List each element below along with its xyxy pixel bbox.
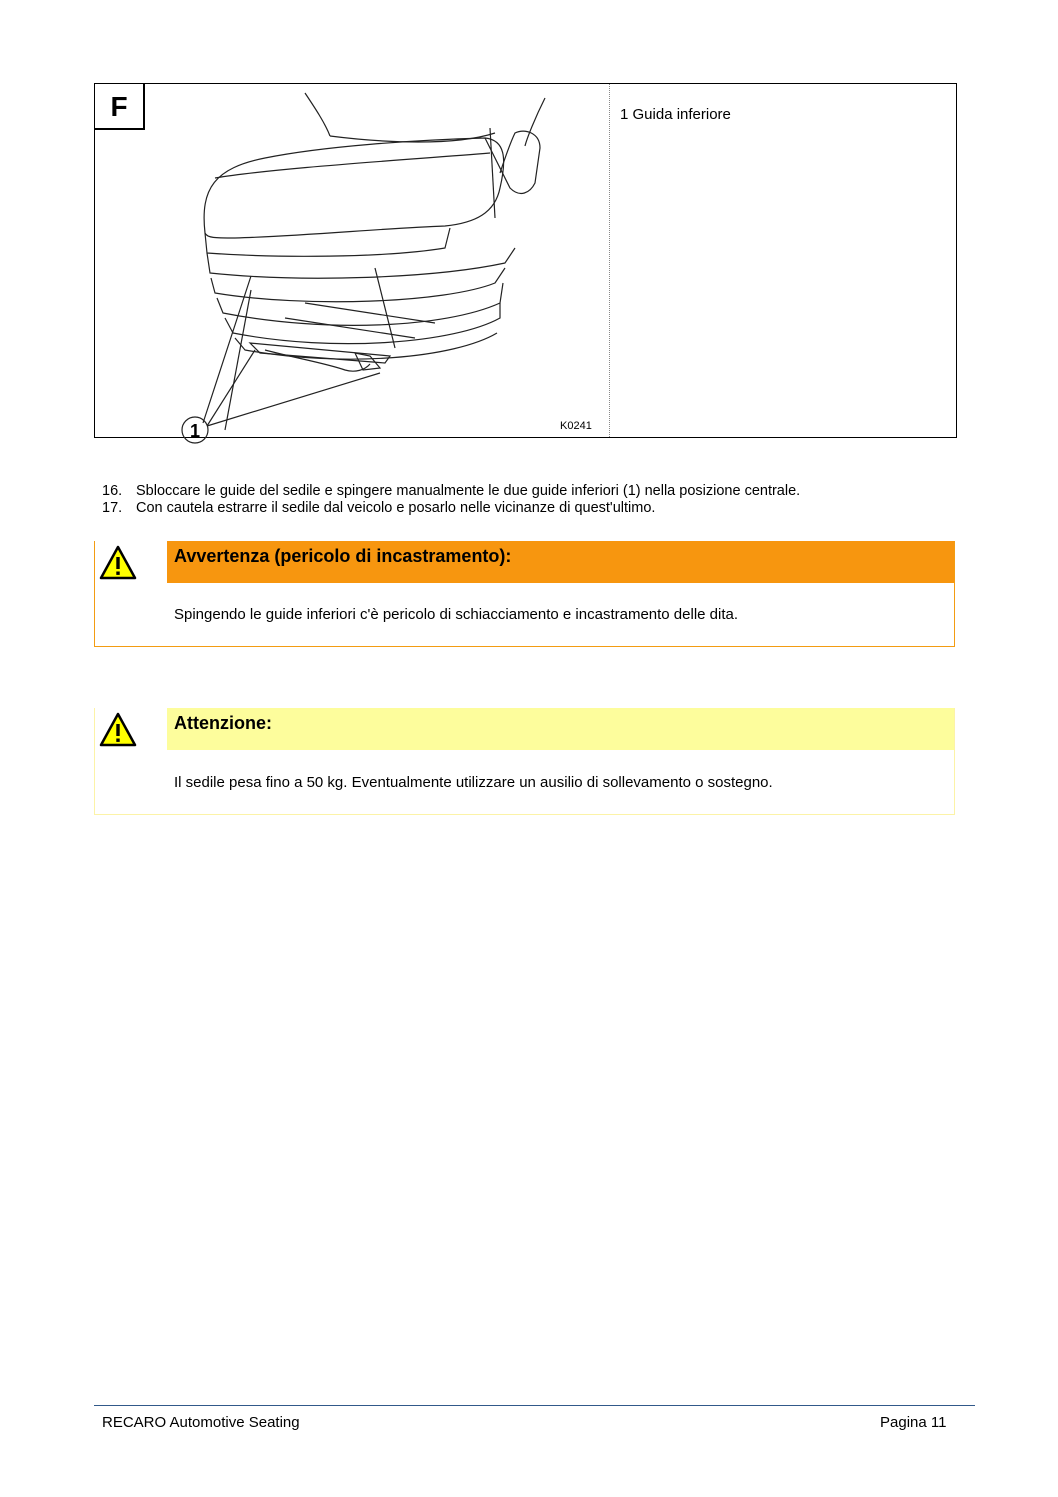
footer-divider bbox=[94, 1405, 975, 1406]
figure-legend: 1 Guida inferiore bbox=[620, 106, 731, 123]
step-number: 16. bbox=[102, 483, 123, 499]
caution-title: Attenzione: bbox=[167, 708, 954, 750]
step-item bbox=[102, 500, 800, 517]
caution-box bbox=[94, 708, 955, 815]
caution-body: Il sedile pesa fino a 50 kg. Eventualmente utilizzare un ausilio di sollevamento o sostegno. bbox=[174, 774, 773, 791]
footer-company: RECARO Automotive Seating bbox=[102, 1414, 300, 1431]
warning-triangle-icon bbox=[99, 545, 137, 581]
figure-box bbox=[94, 83, 957, 441]
footer-page-number: Pagina 11 bbox=[880, 1414, 947, 1431]
step-text: Sbloccare le guide del sedile e spingere manualmente le due guide inferiori (1) nella posizione centrale. bbox=[136, 483, 801, 499]
warning-body: Spingendo le guide inferiori c'è pericolo di schiacciamento e incastramento delle dita. bbox=[174, 606, 739, 623]
callout-number: 1 bbox=[189, 421, 201, 441]
seat-illustration bbox=[155, 88, 605, 441]
step-number: 17. bbox=[102, 500, 123, 516]
steps-list bbox=[102, 483, 800, 517]
step-text: Con cautela estrarre il sedile dal veicolo e posarlo nelle vicinanze di quest'ultimo. bbox=[136, 500, 656, 516]
figure-letter: F bbox=[95, 84, 145, 130]
warning-triangle-icon bbox=[99, 712, 137, 748]
step-item bbox=[102, 483, 800, 500]
warning-title: Avvertenza (pericolo di incastramento): bbox=[167, 541, 954, 583]
warning-box bbox=[94, 541, 955, 647]
figure-divider bbox=[609, 84, 610, 437]
figure-code: K0241 bbox=[560, 420, 592, 432]
